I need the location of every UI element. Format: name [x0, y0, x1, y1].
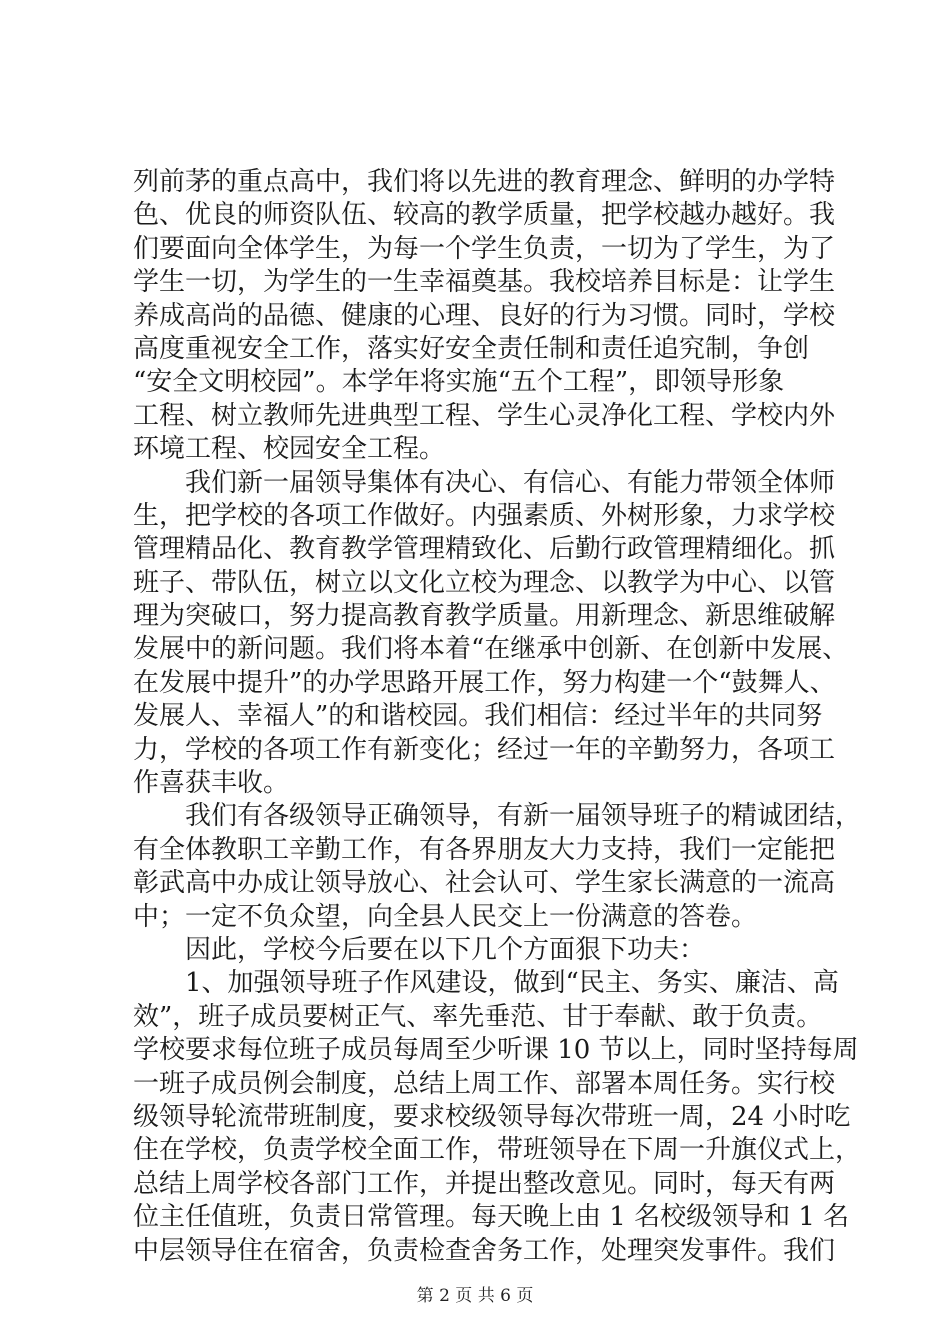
body-text — [133, 166, 862, 1268]
text-line: 发展人、幸福人”的和谐校园。我们相信：经过半年的共同努 — [133, 701, 823, 732]
text-line: 发展中的新问题。我们将本着“在继承中创新、在创新中发展、 — [133, 634, 849, 665]
text-line: 色、优良的师资队伍、较高的教学质量，把学校越办越好。我 — [133, 200, 836, 231]
text-line: 生，把学校的各项工作做好。内强素质、外树形象，力求学校 — [133, 500, 836, 531]
text-line: 养成高尚的品德、健康的心理、良好的行为习惯。同时，学校 — [133, 300, 836, 331]
text-line: 班子、带队伍，树立以文化立校为理念、以教学为中心、以管 — [133, 567, 836, 598]
text-line: 彰武高中办成让领导放心、社会认可、学生家长满意的一流高 — [133, 868, 836, 899]
text-line: 有全体教职工辛勤工作，有各界朋友大力支持，我们一定能把 — [133, 834, 836, 865]
text-line: 我们新一届领导集体有决心、有信心、有能力带领全体师 — [133, 467, 836, 498]
text-line: 中；一定不负众望，向全县人民交上一份满意的答卷。 — [133, 901, 758, 932]
page-number: 第 2 页 共 6 页 — [416, 1286, 534, 1306]
text-line: 高度重视安全工作，落实好安全责任制和责任追究制，争创 — [133, 333, 810, 364]
page-footer — [0, 1281, 950, 1306]
text-line: 们要面向全体学生，为每一个学生负责，一切为了学生，为了 — [133, 233, 836, 264]
text-line: 在发展中提升”的办学思路开展工作，努力构建一个“鼓舞人、 — [133, 667, 836, 698]
text-line: 工程、树立教师先进典型工程、学生心灵净化工程、学校内外 — [133, 400, 836, 431]
text-line: 作喜获丰收。 — [133, 768, 290, 799]
text-line: 级领导轮流带班制度，要求校级领导每次带班一周，24 小时吃 — [133, 1101, 851, 1132]
text-line: 因此，学校今后要在以下几个方面狠下功夫： — [133, 934, 706, 965]
text-line: “安全文明校园”。本学年将实施“五个工程”，即领导形象 — [133, 367, 785, 398]
text-line: 力，学校的各项工作有新变化；经过一年的辛勤努力，各项工 — [133, 734, 836, 765]
text-line: 中层领导住在宿舍，负责检查舍务工作，处理突发事件。我们 — [133, 1235, 836, 1266]
text-line: 管理精品化、教育教学管理精致化、后勤行政管理精细化。抓 — [133, 534, 836, 565]
text-line: 学校要求每位班子成员每周至少听课 10 节以上，同时坚持每周 — [133, 1035, 859, 1066]
text-line: 位主任值班，负责日常管理。每天晚上由 1 名校级领导和 1 名 — [133, 1202, 850, 1233]
text-line: 效”，班子成员要树正气、率先垂范、甘于奉献、敢于负责。 — [133, 1001, 823, 1032]
text-line: 住在学校，负责学校全面工作，带班领导在下周一升旗仪式上， — [133, 1135, 862, 1166]
text-line: 我们有各级领导正确领导，有新一届领导班子的精诚团结， — [133, 801, 862, 832]
text-line: 1、加强领导班子作风建设，做到“民主、务实、廉洁、高 — [133, 968, 839, 999]
text-line: 一班子成员例会制度，总结上周工作、部署本周任务。实行校 — [133, 1068, 836, 1099]
text-line: 环境工程、校园安全工程。 — [133, 434, 446, 465]
text-line: 理为突破口，努力提高教育教学质量。用新理念、新思维破解 — [133, 601, 836, 632]
text-line: 学生一切，为学生的一生幸福奠基。我校培养目标是：让学生 — [133, 267, 836, 298]
text-line: 列前茅的重点高中，我们将以先进的教育理念、鲜明的办学特 — [133, 167, 836, 197]
text-line: 总结上周学校各部门工作，并提出整改意见。同时，每天有两 — [133, 1168, 836, 1199]
